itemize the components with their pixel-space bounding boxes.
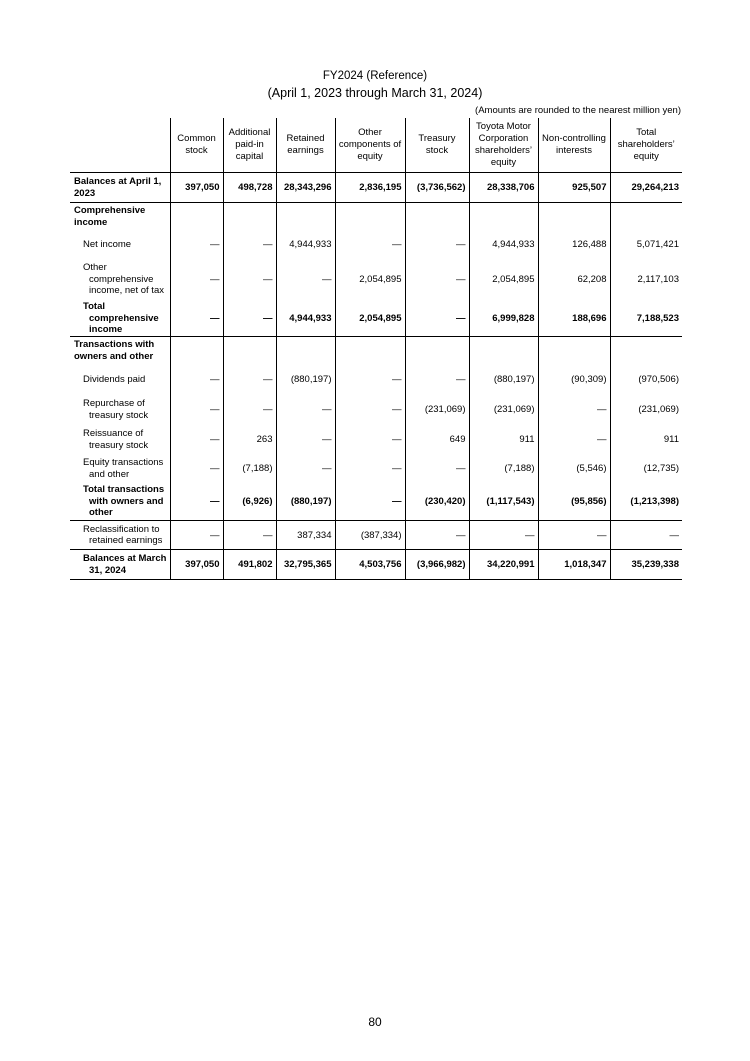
cell: 387,334 [276,521,335,550]
cell: 263 [223,425,276,455]
cell: 498,728 [223,173,276,203]
cell: ― [170,483,223,521]
cell: ― [538,395,610,425]
row-label: Net income [83,238,132,250]
cell: ― [170,259,223,301]
cell: (230,420) [405,483,469,521]
table-row [70,173,682,203]
table-row [70,425,682,455]
cell: 6,999,828 [469,301,538,337]
cell: ― [276,259,335,301]
cell: (7,188) [469,455,538,483]
header-row [70,118,682,173]
row-label: Reissuance of treasury stock [83,428,149,451]
cell: ― [405,455,469,483]
cell [223,203,276,231]
cell: (3,736,562) [405,173,469,203]
cell: (5,546) [538,455,610,483]
row-label: Balances at April 1, 2023 [70,173,170,203]
cell [610,203,682,231]
cell [170,203,223,231]
column-header: Common stock [170,118,223,173]
equity-statement-table [70,118,682,580]
column-header: Toyota Motor Corporation shareholders’ equity [469,118,538,173]
cell: ― [276,425,335,455]
cell [405,337,469,365]
cell: ― [170,425,223,455]
cell [469,337,538,365]
table-row [70,203,682,231]
cell: ― [170,395,223,425]
cell: 28,338,706 [469,173,538,203]
table-row [70,231,682,259]
cell: 491,802 [223,550,276,580]
cell: 397,050 [170,173,223,203]
cell: (95,856) [538,483,610,521]
cell [469,203,538,231]
cell: 28,343,296 [276,173,335,203]
cell [610,337,682,365]
cell: (231,069) [405,395,469,425]
cell: (1,213,398) [610,483,682,521]
table-row [70,365,682,395]
row-label: Equity transactions and other [83,457,164,480]
row-label: Other comprehensive income, net of tax [83,262,164,297]
cell: 5,071,421 [610,231,682,259]
cell: ― [335,395,405,425]
cell: (12,735) [610,455,682,483]
cell: ― [223,365,276,395]
cell: ― [335,365,405,395]
column-header: Treasury stock [405,118,469,173]
report-title: FY2024 (Reference) [322,70,428,82]
cell: ― [223,231,276,259]
cell: ― [170,231,223,259]
cell: 925,507 [538,173,610,203]
cell: (970,506) [610,365,682,395]
cell: ― [276,395,335,425]
rounding-note: (Amounts are rounded to the nearest million yen) [475,105,681,116]
cell: ― [405,521,469,550]
cell: ― [610,521,682,550]
cell: (90,309) [538,365,610,395]
cell: ― [335,231,405,259]
cell [335,203,405,231]
table-row [70,259,682,301]
cell: (880,197) [276,365,335,395]
cell: (231,069) [469,395,538,425]
table-row [70,337,682,365]
cell: ― [405,259,469,301]
cell: 7,188,523 [610,301,682,337]
cell [223,337,276,365]
cell: (1,117,543) [469,483,538,521]
cell: ― [170,455,223,483]
column-header: Total shareholders’ equity [610,118,682,173]
cell [170,337,223,365]
table-row [70,455,682,483]
cell: 2,836,195 [335,173,405,203]
header-blank [70,118,170,173]
cell: 2,054,895 [469,259,538,301]
cell: 1,018,347 [538,550,610,580]
page-number: 80 [368,1015,382,1029]
column-header: Other components of equity [335,118,405,173]
table-row [70,521,682,550]
cell [538,203,610,231]
cell: (6,926) [223,483,276,521]
cell: ― [170,521,223,550]
report-period: (April 1, 2023 through March 31, 2024) [267,86,483,100]
cell: (3,966,982) [405,550,469,580]
cell [276,337,335,365]
cell: ― [538,425,610,455]
cell [538,337,610,365]
cell: (387,334) [335,521,405,550]
row-label: Balances at March 31, 2024 [70,550,170,580]
cell: (880,197) [276,483,335,521]
cell: 4,944,933 [469,231,538,259]
cell: 4,944,933 [276,231,335,259]
cell: ― [170,301,223,337]
row-label: Reclassification to retained earnings [70,521,170,550]
cell [276,203,335,231]
cell: ― [405,365,469,395]
table-row [70,550,682,580]
cell: 35,239,338 [610,550,682,580]
cell: 2,117,103 [610,259,682,301]
cell: 126,488 [538,231,610,259]
column-header: Additional paid-in capital [223,118,276,173]
cell: ― [223,259,276,301]
cell: 911 [610,425,682,455]
cell: 34,220,991 [469,550,538,580]
cell [335,337,405,365]
table-row [70,483,682,521]
cell: (880,197) [469,365,538,395]
section-label: Transactions with owners and other [74,339,155,362]
cell: 4,503,756 [335,550,405,580]
cell: ― [335,425,405,455]
section-label: Comprehensive income [74,205,146,228]
cell [405,203,469,231]
cell: 397,050 [170,550,223,580]
cell: 2,054,895 [335,259,405,301]
cell: 32,795,365 [276,550,335,580]
table-row [70,395,682,425]
cell: 911 [469,425,538,455]
cell: ― [223,395,276,425]
column-header: Non-controlling interests [538,118,610,173]
cell: ― [223,301,276,337]
cell: ― [170,365,223,395]
cell: 188,696 [538,301,610,337]
cell: 2,054,895 [335,301,405,337]
cell: 649 [405,425,469,455]
cell: 4,944,933 [276,301,335,337]
row-label: Dividends paid [83,373,146,385]
cell: ― [335,455,405,483]
cell: ― [335,483,405,521]
cell: 29,264,213 [610,173,682,203]
cell: ― [469,521,538,550]
cell: ― [405,301,469,337]
row-label: Total comprehensive income [70,301,170,337]
cell: ― [223,521,276,550]
cell: (7,188) [223,455,276,483]
cell: (231,069) [610,395,682,425]
cell: ― [405,231,469,259]
table-row [70,301,682,337]
column-header: Retained earnings [276,118,335,173]
cell: ― [538,521,610,550]
cell: 62,208 [538,259,610,301]
cell: ― [276,455,335,483]
row-label: Repurchase of treasury stock [83,398,149,421]
row-label: Total transactions with owners and other [70,483,170,521]
